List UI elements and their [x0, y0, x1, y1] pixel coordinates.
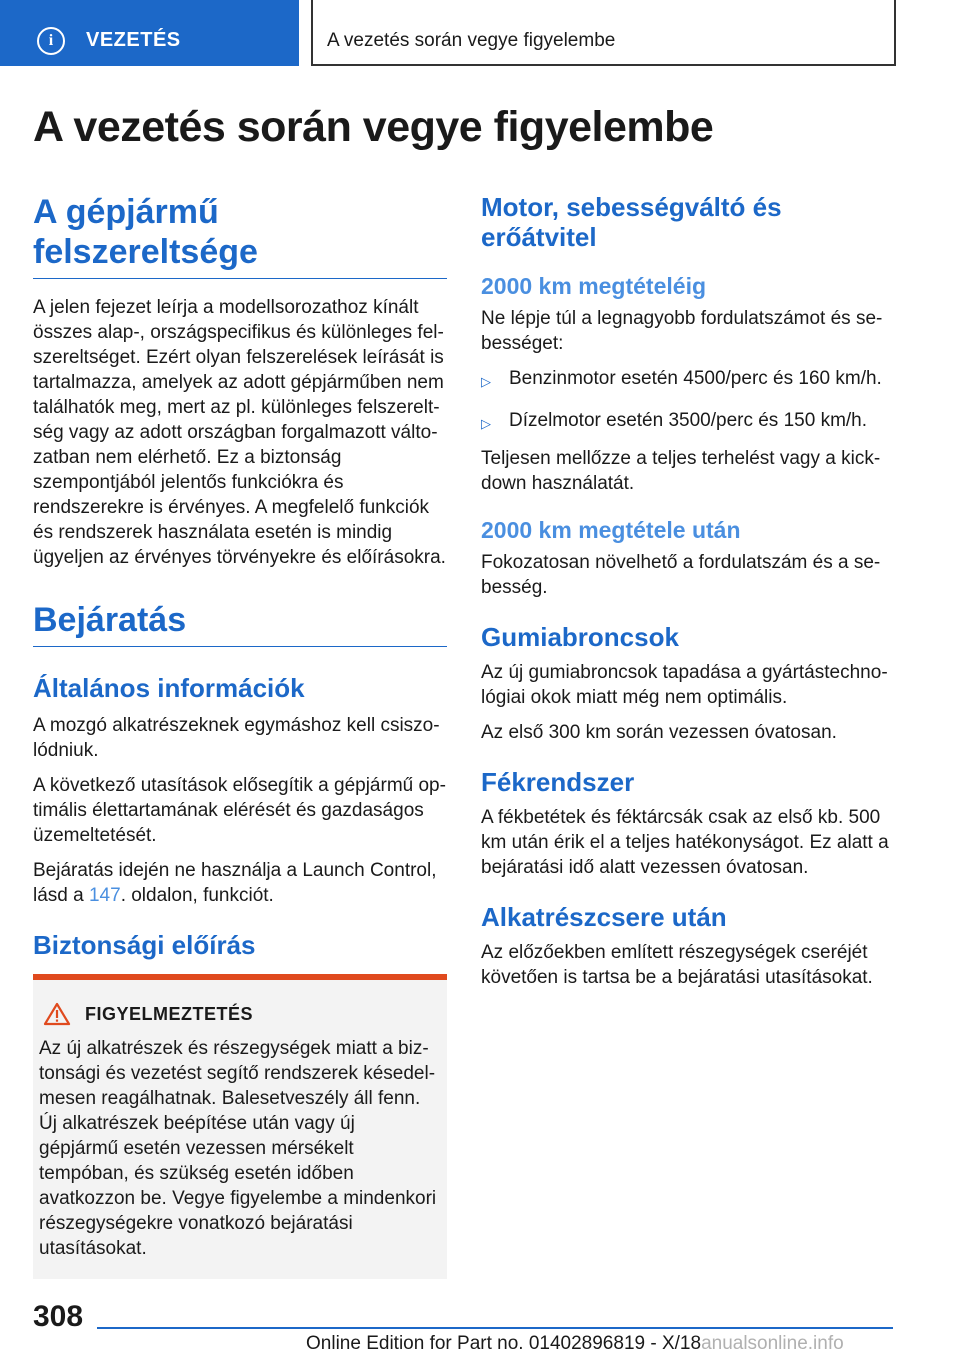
chapter-label: VEZETÉS	[86, 29, 181, 51]
section-label: A vezetés során vegye figyelembe	[327, 30, 616, 51]
heading-general-info: Általános információk	[33, 673, 305, 703]
paragraph-launch-control	[33, 858, 447, 908]
heading-safety-note: Biztonsági előírás	[33, 930, 256, 960]
bullet-triangle-icon: ▷	[481, 374, 491, 389]
paragraph-tires-1: Az új gumiabroncsok tapadása a gyártástechnológiai okok miatt még nem optimális.	[481, 662, 888, 708]
left-column	[33, 190, 447, 1279]
list-item	[481, 366, 901, 394]
heading-parts-replacement: Alkatrészcsere után	[481, 902, 727, 932]
chapter-tab[interactable]	[0, 0, 299, 66]
right-column	[481, 190, 901, 1000]
warning-text: Az új alkatrészek és részegységek miatt a biztonsági és vezetést segítő rendszerek késedelmesen reagálhatnak. Balesetveszély áll fenn. Új alkatrészek beépítése után vagy új gépjármű esetén vezessen mérsékelt tempóban, és szükség esetén időben avatkozzon be. Vegye figyelembe a mindenkori részegységekre vonatkozó bejáratási utasításokat.	[39, 1038, 437, 1259]
warning-box	[33, 974, 447, 1279]
paragraph-parts-replacement: Az előzőekben említett részegységek cseréjét követően is tartsa be a bejáratási utasításokat.	[481, 942, 873, 988]
launch-control-text-b: . oldalon, funkciót.	[120, 885, 274, 906]
page-link-147[interactable]: 147	[88, 885, 121, 906]
info-icon: i	[37, 27, 65, 55]
footer-divider	[97, 1327, 893, 1329]
page-header	[0, 0, 960, 66]
paragraph-full-load: Teljesen mellőzze a teljes terhelést vagy a kickdown használatát.	[481, 448, 881, 494]
warning-title: FIGYELMEZTETÉS	[85, 1003, 254, 1024]
footer-edition	[306, 1333, 844, 1355]
heading-break-in: Bejáratás	[33, 600, 447, 647]
heading-brakes: Fékrendszer	[481, 767, 635, 797]
bullet-text: Dízelmotor esetén 3500/perc és 150 km/h.	[509, 410, 868, 431]
paragraph-equipment: A jelen fejezet leírja a modellsorozathoz kínált összes alap-, országspecifikus és különleges felszereltséget. Ezért olyan felszerelések leírását is tartalmazza, amelyek az adott gépjárműben nem találhatók meg, mert az pl. különleges felszereltség vagy az adott országban forgalmazott változatban nem elérhető. Ez a biztonság szempontjából jelentős funkciókra és rendszerekre is érvényes. A megfelelő funkciók és rendszerek használata esetén is mindig ügyeljen az érvényes törvényekre és előírásokra.	[33, 297, 446, 568]
heading-engine-transmission: Motor, sebességváltó és erőátvitel	[481, 192, 782, 252]
paragraph-tires-2: Az első 300 km során vezessen óvatosan.	[481, 722, 837, 743]
edition-text: Online Edition for Part no. 01402896819 - X/18	[306, 1333, 702, 1354]
bullet-triangle-icon: ▷	[481, 416, 491, 431]
paragraph-brakes: A fékbetétek és féktárcsák csak az első kb. 500 km után érik el a teljes hatékonyságot. Ez alatt a bejáratási idő alatt vezessen óvatosan.	[481, 807, 889, 878]
section-tab	[311, 0, 896, 66]
heading-until-2000km: 2000 km megtételéig	[481, 273, 707, 299]
page-title: A vezetés során vegye figyelembe	[33, 103, 714, 151]
page-number: 308	[33, 1300, 84, 1333]
launch-control-text-a: Bejáratás idején ne használja a Launch Control, lásd a	[33, 860, 437, 906]
warning-triangle-icon	[43, 1002, 71, 1026]
heading-tires: Gumiabroncsok	[481, 622, 679, 652]
paragraph-general-1: A mozgó alkatrészeknek egymáshoz kell csiszolódniuk.	[33, 715, 440, 761]
paragraph-general-2: A következő utasítások elősegítik a gépjármű optimális élettartamának elérését és gazdaságos üzemeltetését.	[33, 775, 446, 846]
bullet-text: Benzinmotor esetén 4500/perc és 160 km/h.	[509, 368, 882, 389]
list-item	[481, 408, 901, 436]
paragraph-rpm-limit: Ne lépje túl a legnagyobb fordulatszámot és sebességet:	[481, 308, 883, 354]
watermark-text: anualsonline.info	[701, 1333, 844, 1354]
paragraph-increase-rpm: Fokozatosan növelhető a fordulatszám és a sebesség.	[481, 552, 881, 598]
heading-vehicle-equipment: A gépjármű felszereltsége	[33, 192, 447, 279]
heading-after-2000km: 2000 km megtétele után	[481, 517, 741, 543]
warning-header	[39, 1002, 439, 1026]
